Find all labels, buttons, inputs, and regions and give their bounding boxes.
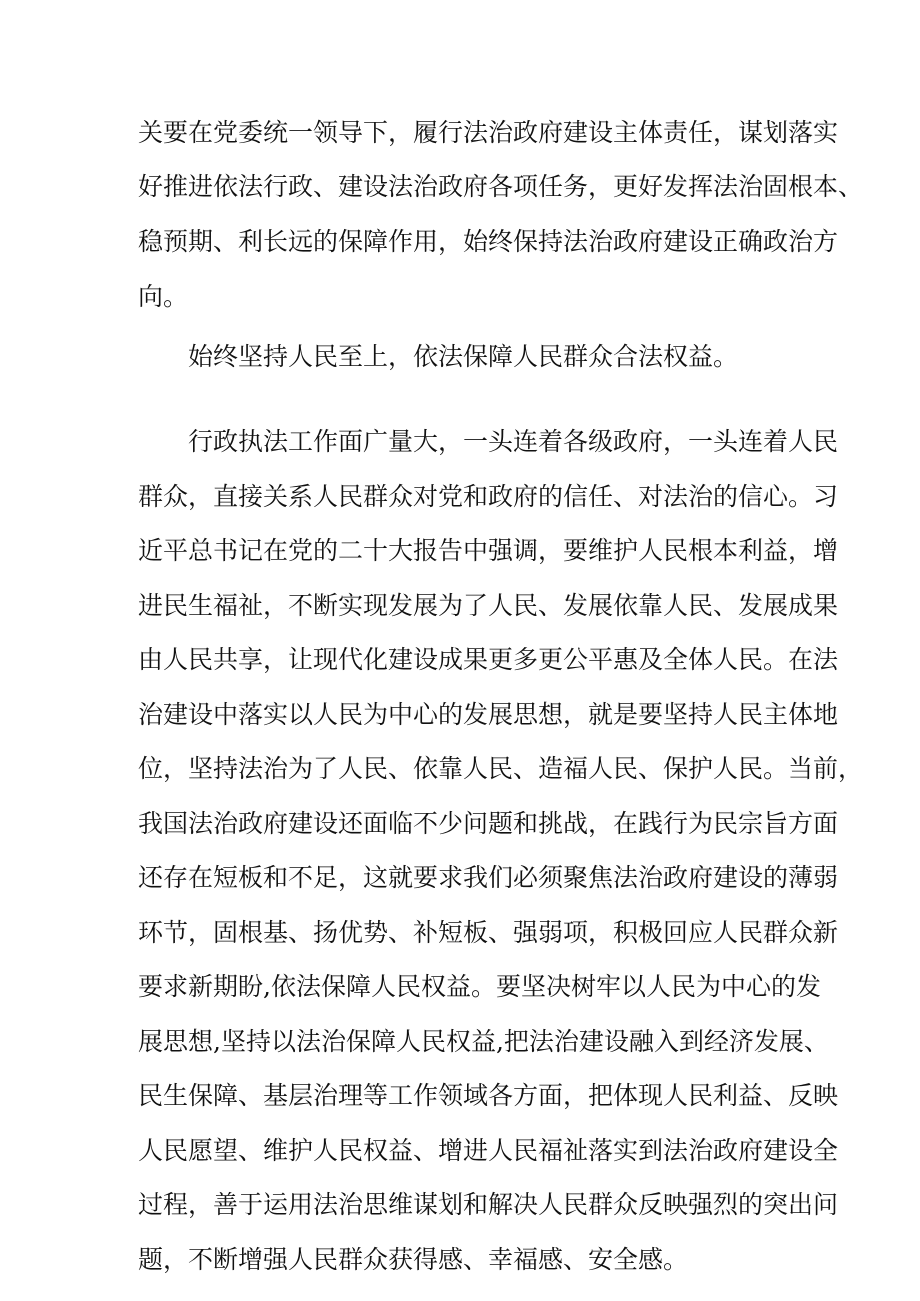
paragraph-3-line-15: 过程，善于运用法治思维谋划和解决人民群众反映强烈的突出问 — [138, 1190, 839, 1219]
paragraph-3-line-16: 题，不断增强人民群众获得感、幸福感、安全感。 — [138, 1245, 689, 1274]
paragraph-3-line-6: 治建设中落实以人民为中心的发展思想，就是要坚持人民主体地 — [138, 700, 839, 729]
paragraph-3-line-4: 进民生福祉，不断实现发展为了人民、发展依靠人民、发展成果 — [138, 591, 839, 620]
paragraph-3-line-1: 行政执法工作面广量大，一头连着各级政府，一头连着人民 — [188, 427, 839, 456]
paragraph-3-line-7: 位，坚持法治为了人民、依靠人民、造福人民、保护人民。当前， — [138, 754, 864, 783]
paragraph-3-line-10: 环节，固根基、扬优势、补短板、强弱项，积极回应人民群众新 — [138, 918, 839, 947]
paragraph-3-line-11: 要求新期盼,依法保障人民权益。要坚决树牢以人民为中心的发 — [138, 972, 821, 1001]
section-heading: 始终坚持人民至上，依法保障人民群众合法权益。 — [188, 342, 739, 371]
paragraph-1-line-1: 关要在党委统一领导下，履行法治政府建设主体责任，谋划落实 — [138, 118, 839, 147]
paragraph-3-line-14: 人民愿望、维护人民权益、增进人民福祉落实到法治政府建设全 — [138, 1136, 839, 1165]
paragraph-3-line-13: 民生保障、基层治理等工作领域各方面，把体现人民利益、反映 — [138, 1081, 839, 1110]
paragraph-1-line-2: 好推进依法行政、建设法治政府各项任务，更好发挥法治固根本、 — [138, 172, 864, 201]
paragraph-3-line-2: 群众，直接关系人民群众对党和政府的信任、对法治的信心。习 — [138, 482, 839, 511]
paragraph-3-line-8: 我国法治政府建设还面临不少问题和挑战，在践行为民宗旨方面 — [138, 809, 839, 838]
paragraph-1-line-3: 稳预期、利长远的保障作用，始终保持法治政府建设正确政治方 — [138, 227, 839, 256]
paragraph-3-line-3: 近平总书记在党的二十大报告中强调，要维护人民根本利益，增 — [138, 536, 839, 565]
paragraph-3-line-5: 由人民共享，让现代化建设成果更多更公平惠及全体人民。在法 — [138, 645, 839, 674]
paragraph-3-line-12: 展思想,坚持以法治保障人民权益,把法治建设融入到经济发展、 — [138, 1027, 829, 1056]
paragraph-1-line-4: 向。 — [138, 282, 189, 311]
paragraph-3-line-9: 还存在短板和不足，这就要求我们必须聚焦法治政府建设的薄弱 — [138, 863, 839, 892]
